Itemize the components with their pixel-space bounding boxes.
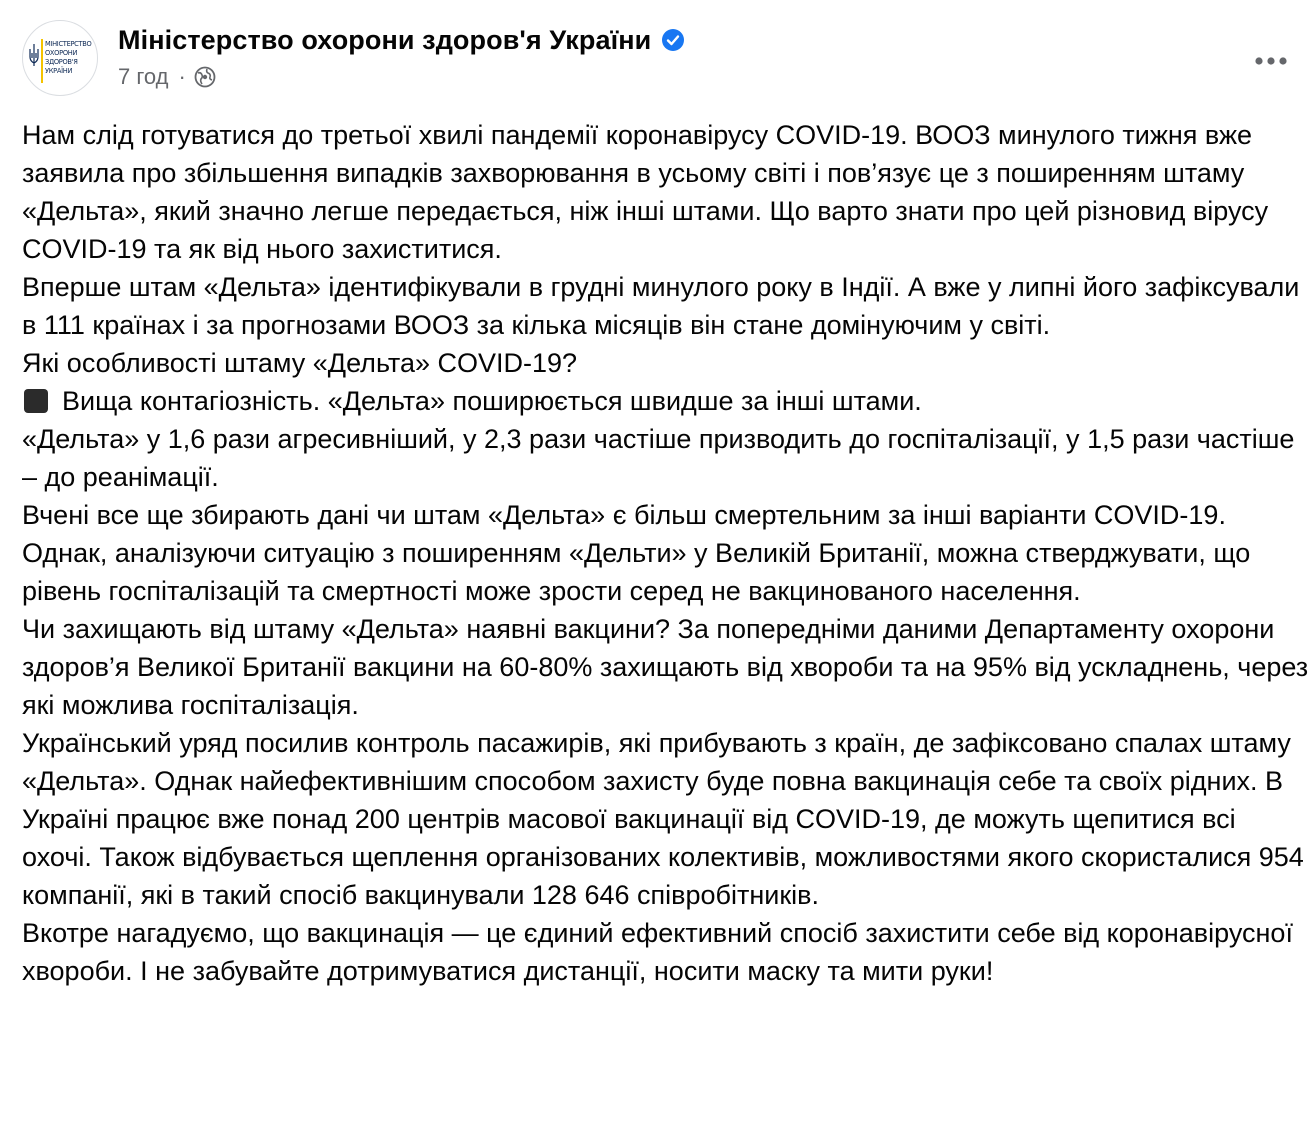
post-paragraph: Вкотре нагадуємо, що вакцинація — це єдиний ефективний спосіб захистити себе від коронавірусної хвороби. І не забувайте дотримуватися дистанції, носити маску та мити руки! bbox=[22, 918, 1293, 986]
page-avatar[interactable] bbox=[22, 20, 98, 96]
post-paragraph: «Дельта» у 1,6 рази агресивніший, у 2,3 рази частіше призводить до госпіталізації, у 1,5 рази частіше – до реанімації. bbox=[22, 424, 1295, 492]
meta-separator: · bbox=[178, 64, 186, 89]
page-name-link[interactable]: Міністерство охорони здоров'я України bbox=[118, 24, 652, 55]
post-paragraph: Вперше штам «Дельта» ідентифікували в грудні минулого року в Індії. А вже у липні його зафіксували в 111 країнах і за прогнозами ВООЗ за кілька місяців він стане домінуючим у світі. bbox=[22, 272, 1300, 340]
post-paragraph: Які особливості штаму «Дельта» COVID-19? bbox=[22, 348, 578, 378]
post-paragraph: Вчені все ще збирають дані чи штам «Дельта» є більш смертельним за інші варіанти COVID-19. Однак, аналізуючи ситуацію з поширенням «Дельти» у Великій Британії, можна стверджувати, що рівень госпіталізацій та смертності може зрости серед не вакцинованого населення. bbox=[22, 500, 1251, 606]
more-horizontal-icon bbox=[1254, 56, 1288, 66]
bullet-text: Вища контагіозність. «Дельта» поширюється швидше за інші штами. bbox=[62, 386, 922, 416]
post-paragraph: Чи захищають від штаму «Дельта» наявні вакцини? За попередніми даними Департаменту охорони здоров’я Великої Британії вакцини на 60-80% захищають від хвороби та на 95% від ускладнень, через які можлива госпіталізація. bbox=[22, 614, 1309, 720]
ministry-logo bbox=[29, 39, 93, 83]
trident-icon bbox=[29, 43, 39, 67]
post-paragraph: Український уряд посилив контроль пасажирів, які прибувають з країн, де зафіксовано спалах штаму «Дельта». Однак найефективнішим способом захисту буде повна вакцинація себе та своїх рідних. В Україні працює вже понад 200 центрів масової вакцинації від COVID-19, де можуть щепитися всі охочі. Також відбувається щеплення організованих колективів, можливостями якого скористалися 954 компанії, які в такий спосіб вакцинували 128 646 співробітників. bbox=[22, 728, 1304, 910]
post-timestamp[interactable]: 7 год bbox=[118, 64, 169, 89]
post-header bbox=[22, 20, 1294, 100]
more-options-button[interactable] bbox=[1248, 38, 1294, 84]
verified-badge-icon bbox=[661, 28, 685, 52]
logo-text: МІНІСТЕРСТВО ОХОРОНИ ЗДОРОВ'Я УКРАЇНИ bbox=[45, 39, 92, 75]
post-meta bbox=[118, 62, 216, 92]
post-bullet-paragraph bbox=[22, 382, 1312, 420]
black-square-icon bbox=[24, 389, 48, 413]
globe-icon[interactable] bbox=[194, 66, 216, 88]
page-name-row bbox=[118, 22, 685, 58]
post-message bbox=[22, 116, 1312, 990]
logo-accent-bar bbox=[41, 39, 43, 83]
post-paragraph: Нам слід готуватися до третьої хвилі пандемії коронавірусу COVID-19. ВООЗ минулого тижня вже заявила про збільшення випадків захворювання в усьому світі і пов’язує це з поширенням штаму «Дельта», який значно легше передається, ніж інші штами. Що варто знати про цей різновид вірусу COVID-19 та як від нього захиститися. bbox=[22, 120, 1269, 264]
